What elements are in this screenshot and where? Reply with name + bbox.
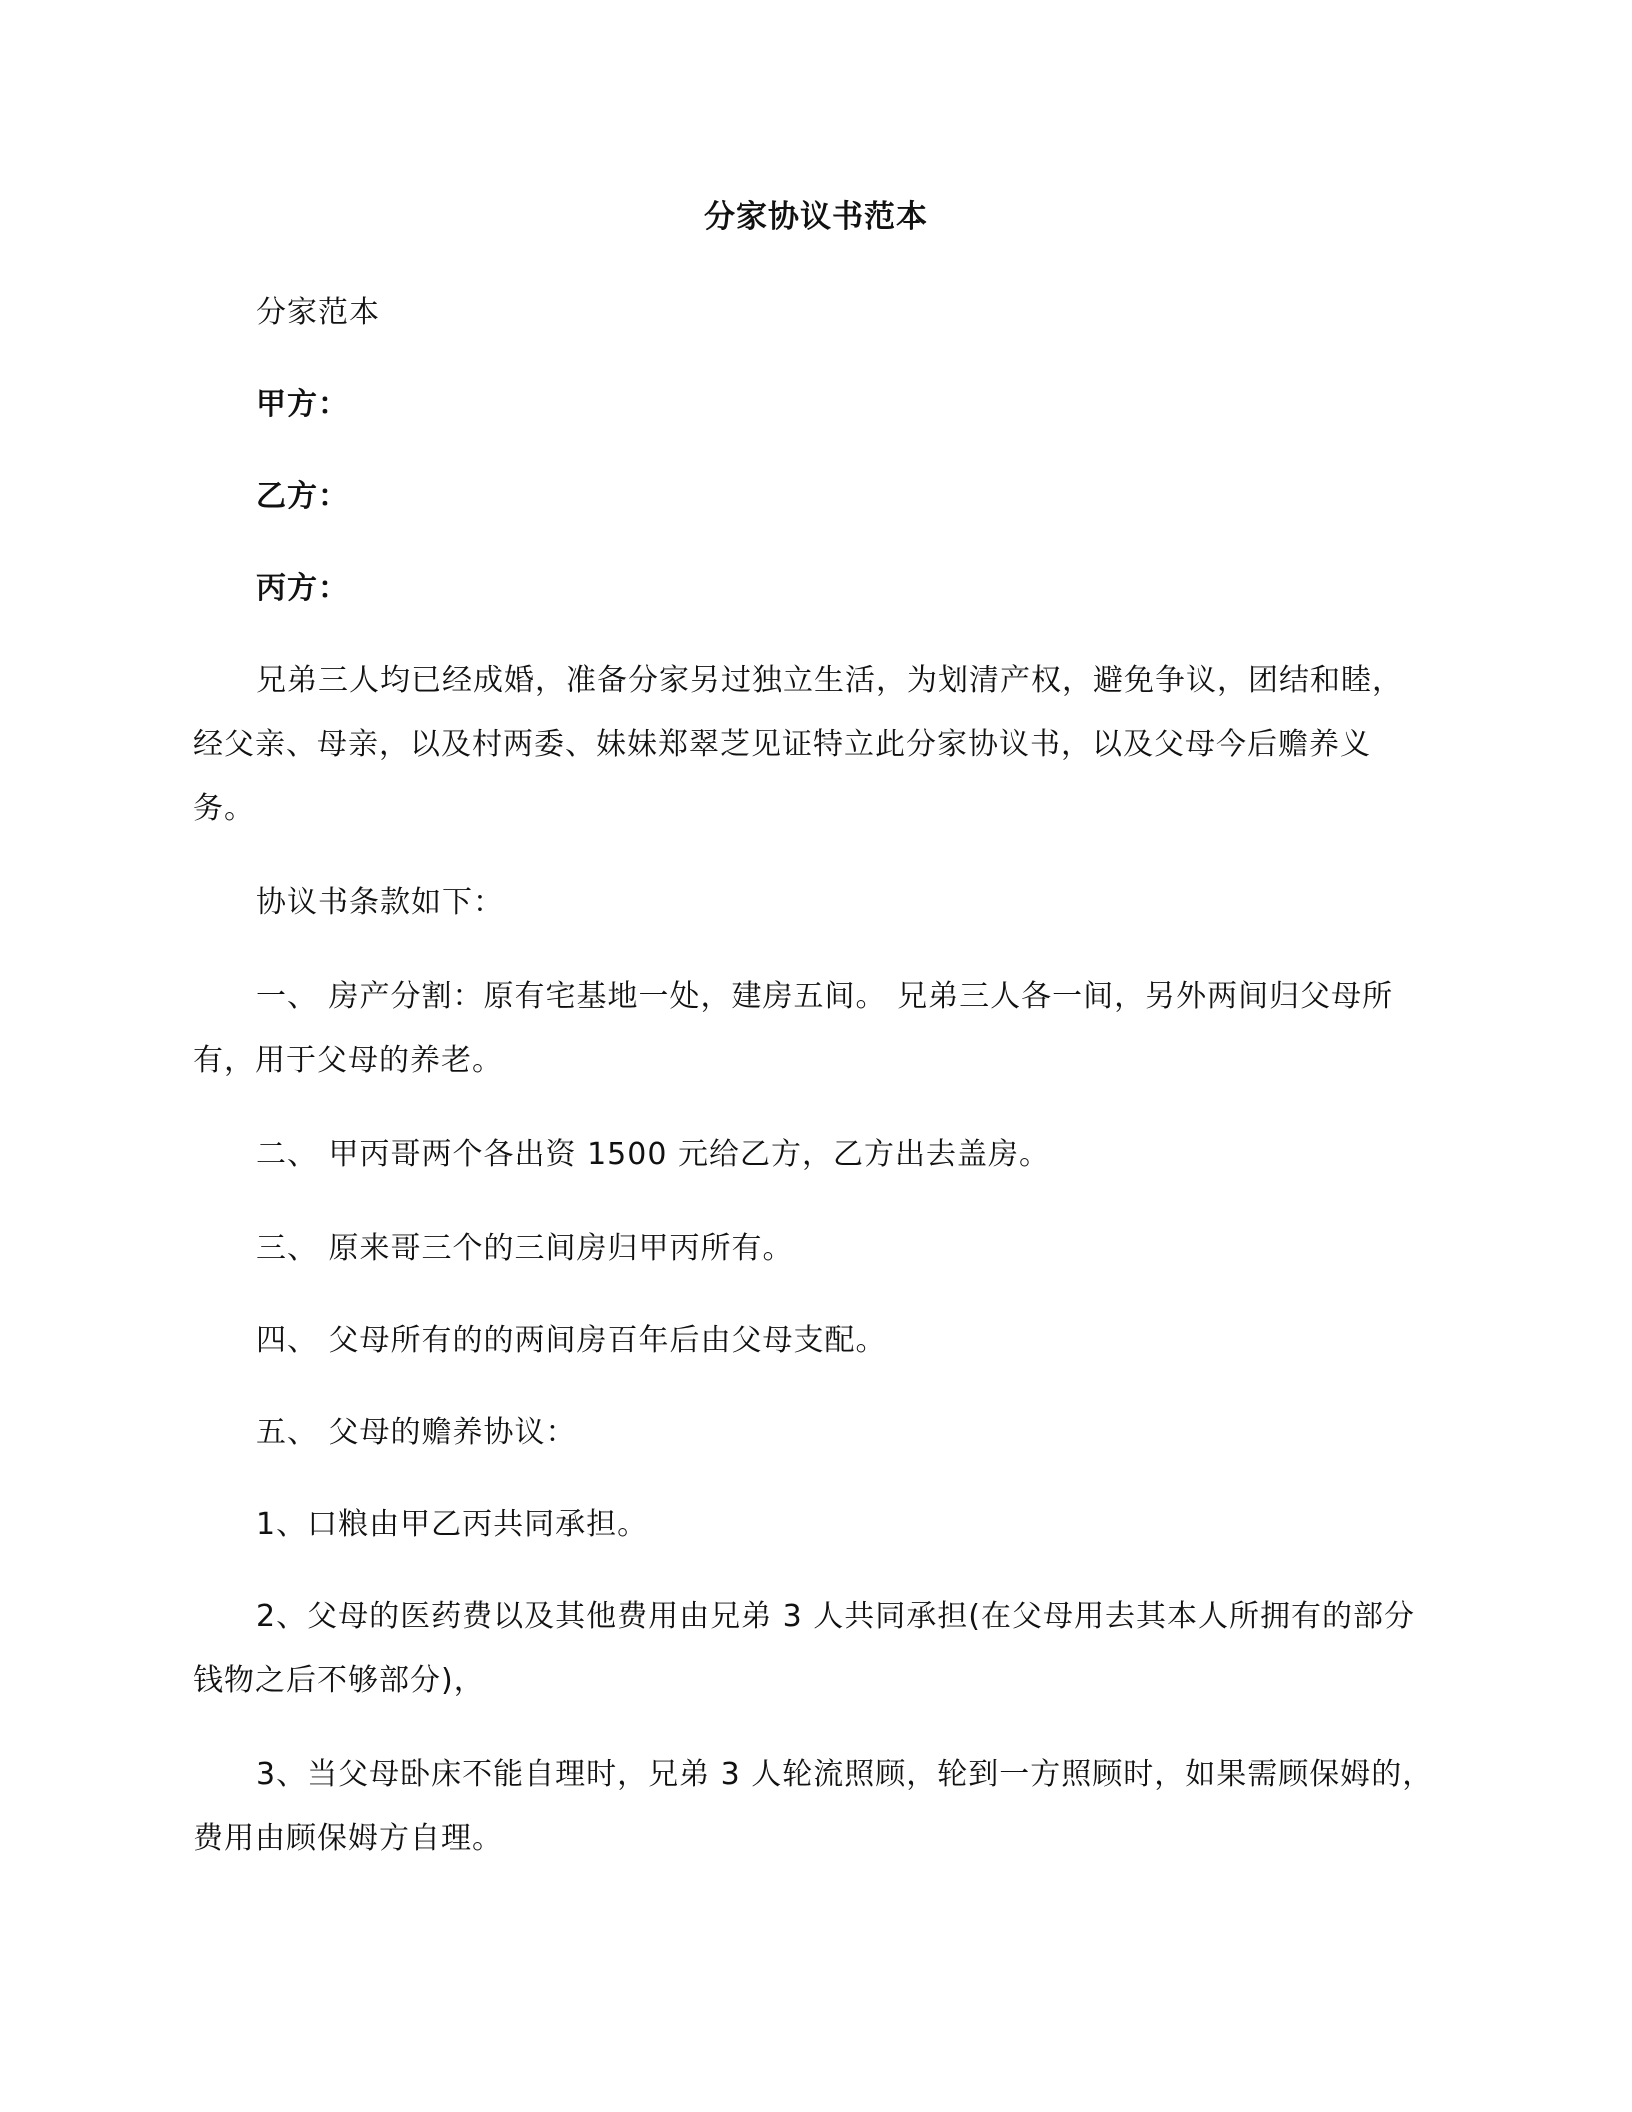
clause-1-line: 一、 房产分割：原有宅基地一处，建房五间。 兄弟三人各一间，另外两间归父母所: [256, 979, 1394, 1014]
clause-3: 三、 原来哥三个的三间房归甲丙所有。: [256, 1231, 794, 1266]
intro-paragraph-line: 经父亲、母亲，以及村两委、妹妹郑翠芝见证特立此分家协议书，以及父母今后赡养义: [193, 727, 1371, 762]
support-item-1: 1、口粮由甲乙丙共同承担。: [256, 1507, 649, 1542]
intro-paragraph-line: 兄弟三人均已经成婚，准备分家另过独立生活，为划清产权，避免争议，团结和睦，: [256, 663, 1403, 698]
party-b-label: 乙方：: [256, 479, 349, 514]
party-a-label: 甲方：: [256, 387, 349, 422]
party-c-label: 丙方：: [256, 571, 349, 606]
clause-2: 二、 甲丙哥两个各出资 1500 元给乙方，乙方出去盖房。: [256, 1137, 1050, 1172]
terms-heading: 协议书条款如下：: [256, 885, 504, 920]
support-item-3-line: 3、当父母卧床不能自理时，兄弟 3 人轮流照顾，轮到一方照顾时，如果需顾保姆的，: [256, 1757, 1434, 1792]
clause-4: 四、 父母所有的的两间房百年后由父母支配。: [256, 1323, 887, 1358]
support-item-3-line: 费用由顾保姆方自理。: [193, 1821, 503, 1856]
support-item-2-line: 钱物之后不够部分)，: [193, 1663, 485, 1698]
clause-5: 五、 父母的赡养协议：: [256, 1415, 577, 1450]
intro-paragraph-line: 务。: [193, 791, 255, 826]
document-title: 分家协议书范本: [704, 199, 928, 235]
document-subtitle: 分家范本: [256, 295, 380, 330]
clause-1-line: 有，用于父母的养老。: [193, 1043, 503, 1078]
support-item-2-line: 2、父母的医药费以及其他费用由兄弟 3 人共同承担(在父母用去其本人所拥有的部分: [256, 1599, 1415, 1634]
